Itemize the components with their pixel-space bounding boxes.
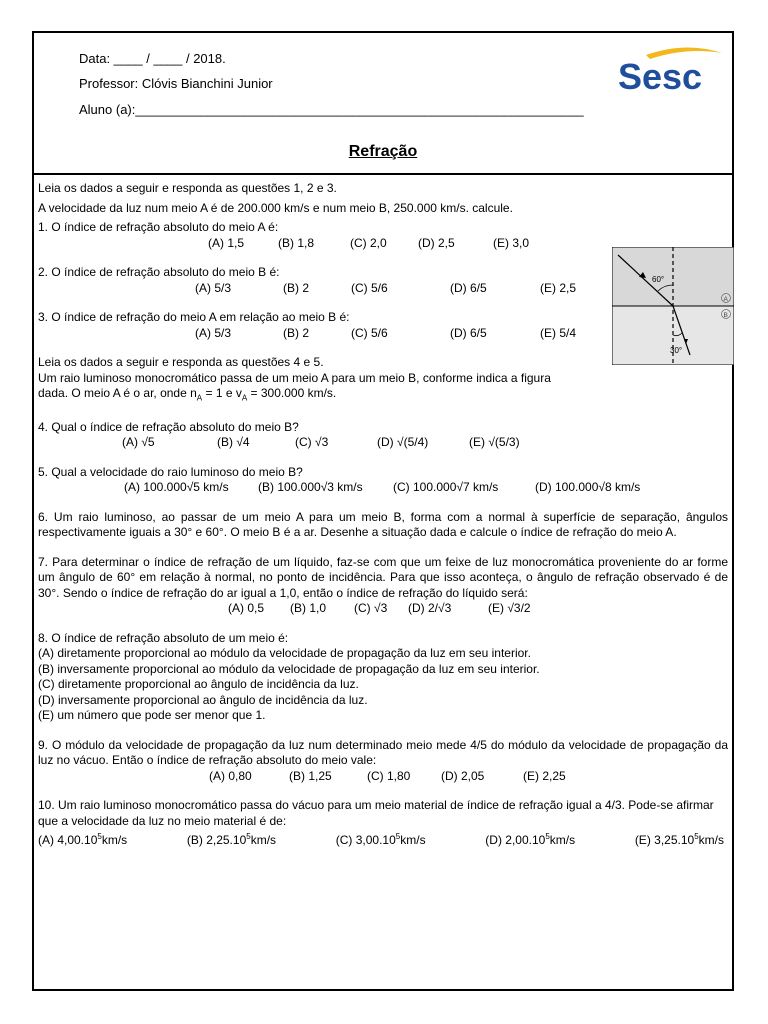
q4-option-d: (D) √(5/4) <box>377 435 429 450</box>
q1-option-d: (D) 2,5 <box>418 235 455 250</box>
q5-option-c: (C) 100.000√7 km/s <box>393 480 499 495</box>
teacher-line: Professor: Clóvis Bianchini Junior <box>79 76 273 91</box>
intro-1: Leia os dados a seguir e responda as questões 1, 2 e 3. <box>38 181 337 195</box>
q3-option-e: (E) 5/4 <box>540 325 577 340</box>
q4-option-b: (B) √4 <box>217 435 250 450</box>
q1-option-e: (E) 3,0 <box>493 235 530 250</box>
q4-option-e: (E) √(5/3) <box>469 435 520 450</box>
q9-text: 9. O módulo da velocidade de propagação da luz num determinado meio mede 4/5 do módulo da velocidade de propagação da luz no vácuo. Então o índice de refração absoluto do meio vale: <box>38 737 728 768</box>
q9-option-a: (A) 0,80 <box>209 768 252 783</box>
medium-b-region <box>612 306 734 365</box>
q9-option-b: (B) 1,25 <box>289 768 332 783</box>
q10-option-b: (B) 2,25.10$^5$km/s <box>186 832 277 848</box>
sesc-logo <box>616 39 726 95</box>
q10-options <box>38 829 728 849</box>
q7-option-b: (B) 1,0 <box>290 601 327 616</box>
intro-2-line-2: dada. O meio A é o ar, onde $n_A = 1$ e $v_A = 300.000$ km/s. <box>38 386 337 403</box>
q5-text: 5. Qual a velocidade do raio luminoso do meio B? <box>38 464 303 479</box>
q8-option-e: (E) um número que pode ser menor que 1. <box>38 708 266 723</box>
q9-option-c: (C) 1,80 <box>367 768 411 783</box>
intro-2-line-1: Um raio luminoso monocromático passa de um meio A para um meio B, conforme indica a figura <box>38 370 551 385</box>
q10-text: 10. Um raio luminoso monocromático passa do vácuo para um meio material de índice de refração igual a 4/3. Pode-se afirmar que a velocidade da luz no meio material é de: <box>38 798 714 828</box>
worksheet-frame <box>32 31 734 991</box>
q5-options <box>38 480 728 496</box>
q5-option-a: (A) 100.000√5 km/s <box>124 480 229 495</box>
q4-text: 4. Qual o índice de refração absoluto do meio B? <box>38 419 299 434</box>
q9-option-d: (D) 2,05 <box>441 768 485 783</box>
logo-text: Sesc <box>618 56 703 95</box>
q2-option-b: (B) 2 <box>283 280 310 295</box>
q3-option-d: (D) 6/5 <box>450 325 487 340</box>
q5-option-d: (D) 100.000√8 km/s <box>535 480 641 495</box>
q10-option-d: (D) 2,00.10$^5$km/s <box>485 832 576 848</box>
q9-options <box>38 769 728 785</box>
student-line: Aluno (a):______________________________________________________________ <box>79 102 584 117</box>
q7-text: 7. Para determinar o índice de refração de um líquido, faz-se com que um feixe de luz monocromática proveniente do ar forme um ângulo de 60° em relação à normal, no ponto de incidência. Para que isso aconteça, o ângulo de refração observado é de 30°. Sendo o índice de refração do ar igual a 1,0, então o índice de refração do líquido será: <box>38 554 728 600</box>
q7-option-d: (D) 2/√3 <box>408 601 452 616</box>
q3-option-c: (C) 5/6 <box>351 325 388 340</box>
q2-option-c: (C) 5/6 <box>351 280 388 295</box>
q1-option-a: (A) 1,5 <box>208 235 245 250</box>
q2-option-d: (D) 6/5 <box>450 280 487 295</box>
q10-option-c: (C) 3,00.10$^5$km/s <box>335 832 426 848</box>
date-line: Data: ____ / ____ / 2018. <box>79 51 226 66</box>
q3-text: 3. O índice de refração do meio A em relação ao meio B é: <box>38 310 350 324</box>
q2-option-e: (E) 2,5 <box>540 280 577 295</box>
q4-option-a: (A) √5 <box>122 435 155 450</box>
q8-option-d: (D) inversamente proporcional ao ângulo de incidência da luz. <box>38 692 368 707</box>
q3-option-b: (B) 2 <box>283 325 310 340</box>
q8-option-b: (B) inversamente proporcional ao módulo da velocidade de propagação da luz em seu interior. <box>38 661 540 676</box>
worksheet-header <box>34 33 732 175</box>
angle-top-label: 60° <box>652 275 665 284</box>
q7-option-c: (C) √3 <box>354 601 388 616</box>
label-a: A <box>723 296 728 303</box>
q8-text: 8. O índice de refração absoluto de um meio é: <box>38 630 289 645</box>
q6-text: 6. Um raio luminoso, ao passar de um meio A para um meio B, forma com a normal à superfície de separação, ângulos respectivamente iguais a 30° e 60°. O meio B é a ar. Desenhe a situação dada e calcule o índice de refração do meio A. <box>38 509 728 540</box>
q7-options <box>38 601 728 617</box>
q4-option-c: (C) √3 <box>295 435 329 450</box>
label-b: B <box>723 312 728 319</box>
q9-option-e: (E) 2,25 <box>523 768 566 783</box>
q7-option-e: (E) √3/2 <box>488 601 531 616</box>
q7-option-a: (A) 0,5 <box>228 601 265 616</box>
q1-option-b: (B) 1,8 <box>278 235 315 250</box>
q3-option-a: (A) 5/3 <box>195 325 232 340</box>
q8-option-a: (A) diretamente proporcional ao módulo da velocidade de propagação da luz em seu interior. <box>38 646 531 661</box>
q8-option-c: (C) diretamente proporcional ao ângulo de incidência da luz. <box>38 677 359 692</box>
q2-option-a: (A) 5/3 <box>195 280 232 295</box>
intro-2: Leia os dados a seguir e responda as questões 4 e 5. <box>38 355 324 369</box>
q4-options <box>38 435 728 451</box>
q10-option-a: (A) 4,00.10$^5$km/s <box>38 832 128 848</box>
q1-text: 1. O índice de refração absoluto do meio A é: <box>38 220 279 234</box>
angle-bottom-label: 30° <box>670 346 683 355</box>
q10-option-e: (E) 3,25.10$^5$km/s <box>634 832 724 848</box>
intro-1-data: A velocidade da luz num meio A é de 200.000 km/s e num meio B, 250.000 km/s. calcule. <box>38 200 513 215</box>
refraction-figure <box>612 247 734 365</box>
page-title: Refração <box>348 143 418 160</box>
q5-option-b: (B) 100.000√3 km/s <box>258 480 363 495</box>
q1-option-c: (C) 2,0 <box>350 235 387 250</box>
q2-text: 2. O índice de refração absoluto do meio B é: <box>38 265 280 279</box>
